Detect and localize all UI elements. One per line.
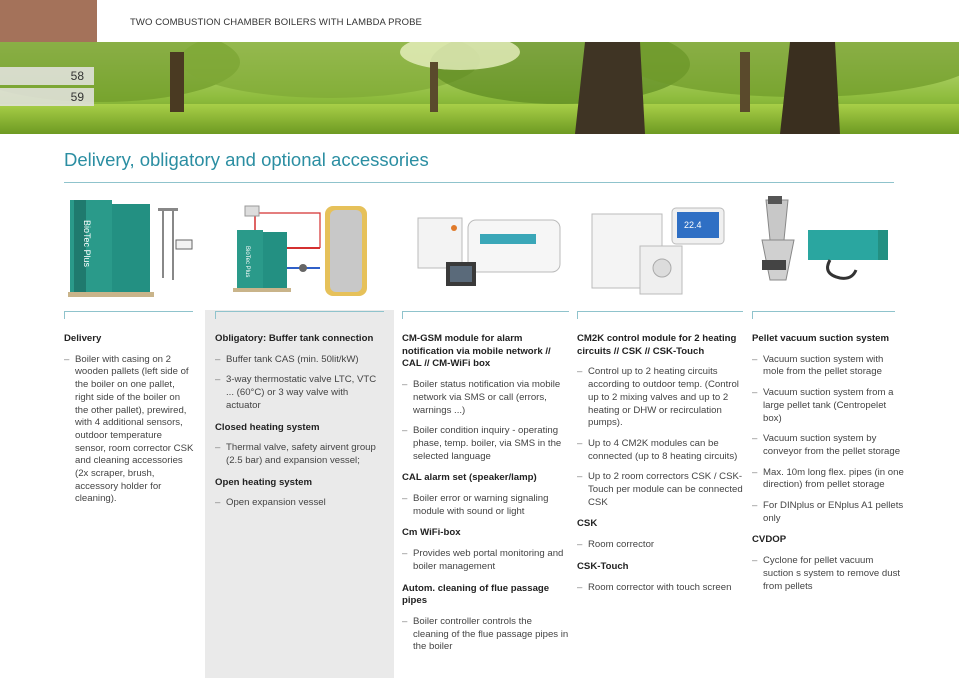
page-number-58: 58 <box>0 67 94 85</box>
column-heading: Obligatory: Buffer tank connection <box>215 333 374 344</box>
cm2k-module-image <box>588 190 736 300</box>
cm-gsm-column <box>402 333 570 662</box>
pellet-vacuum-column <box>752 333 906 601</box>
column-heading: Delivery <box>64 333 102 344</box>
subheading: CSK-Touch <box>577 560 629 572</box>
list-item: – Cyclone for pellet vacuum suction s system to remove dust from pellets <box>752 555 906 593</box>
buffer-tank-column <box>215 333 385 518</box>
list-item: – Vacuum suction system with mole from the pellet storage <box>752 354 906 379</box>
list-item: – Boiler with casing on 2 wooden pallets (left side of the boiler on one pallet, right side of the boiler on the other pallet), prewired, with 4 additional sensors, outdoor temperature sensor, room corrector CSK and cleaning accessories (2x scraper, brush, accessory holder for cleaning). <box>64 354 194 506</box>
column-divider <box>577 311 743 319</box>
cm2k-column <box>577 333 744 602</box>
subheading: CSK <box>577 518 598 530</box>
subheading: CVDOP <box>752 534 787 546</box>
header-color-block <box>0 0 97 42</box>
list-item: – Buffer tank CAS (min. 50lit/kW) <box>215 354 385 367</box>
list-item: – Open expansion vessel <box>215 497 385 510</box>
boiler-delivery-image <box>64 190 196 300</box>
buffer-boiler-label: BioTec Plus <box>244 246 250 278</box>
list-item: – Up to 4 CM2K modules can be connected (up to 8 heating circuits) <box>577 438 744 463</box>
subheading: Autom. cleaning of flue passage pipes <box>402 582 550 607</box>
forest-photo <box>0 42 959 134</box>
subheading: CAL alarm set (speaker/lamp) <box>402 472 537 484</box>
list-item: – Boiler condition inquiry - operating phase, temp. boiler, via SMS in the selected language <box>402 425 570 463</box>
list-item: – Room corrector <box>577 539 744 552</box>
list-item: – Control up to 2 heating circuits according to outdoor temp. (Control up to 2 mixing valves and up to 2 heating or DHW or recirculation pumps). <box>577 366 744 430</box>
boiler-brand-label: BioTec Plus <box>82 220 92 268</box>
list-item: – Vacuum suction system from a large pellet tank (Centropelet box) <box>752 387 906 425</box>
column-heading: Pellet vacuum suction system <box>752 333 890 344</box>
list-item: – Provides web portal monitoring and boiler management <box>402 548 570 573</box>
list-item: – Thermal valve, safety airvent group (2.5 bar) and expansion vessel; <box>215 442 385 467</box>
column-divider <box>64 311 193 319</box>
subheading: Cm WiFi-box <box>402 527 461 539</box>
list-item: – Boiler controller controls the cleaning of the flue passage pipes in the boiler <box>402 616 570 654</box>
buffer-tank-schematic-image <box>215 188 383 306</box>
subheading: Open heating system <box>215 476 313 488</box>
thermostat-display: 22.4 <box>684 220 702 230</box>
list-item: – Room corrector with touch screen <box>577 582 744 595</box>
list-item: – Boiler status notification via mobile network via SMS or call (errors, warnings ...) <box>402 379 570 417</box>
column-heading: CM2K control module for 2 heating circuits // CSK // CSK-Touch <box>577 333 737 357</box>
banner-image <box>0 42 959 134</box>
delivery-column <box>64 333 194 514</box>
column-divider <box>402 311 569 319</box>
column-divider <box>215 311 384 319</box>
list-item: – For DINplus or ENplus A1 pellets only <box>752 500 906 525</box>
column-heading: CM-GSM module for alarm notification via mobile network // CAL // CM-WiFi box <box>402 333 551 370</box>
section-title: Delivery, obligatory and optional accessories <box>64 149 429 170</box>
page-number-59: 59 <box>0 88 94 106</box>
list-item: – 3-way thermostatic valve LTC, VTC ... (60°C) or 3 way valve with actuator <box>215 374 385 412</box>
list-item: – Up to 2 room correctors CSK / CSK-Touch per module can be connected CSK <box>577 471 744 509</box>
list-item: – Boiler error or warning signaling module with sound or light <box>402 493 570 518</box>
cm-gsm-module-image <box>410 190 568 300</box>
pellet-vacuum-system-image <box>752 190 894 300</box>
subheading: Closed heating system <box>215 421 320 433</box>
header-title: TWO COMBUSTION CHAMBER BOILERS WITH LAMBDA PROBE <box>130 17 422 28</box>
title-divider <box>64 182 894 183</box>
list-item: – Max. 10m long flex. pipes (in one direction) from pellet storage <box>752 467 906 492</box>
column-divider <box>752 311 895 319</box>
list-item: – Vacuum suction system by conveyor from the pellet storage <box>752 433 906 458</box>
